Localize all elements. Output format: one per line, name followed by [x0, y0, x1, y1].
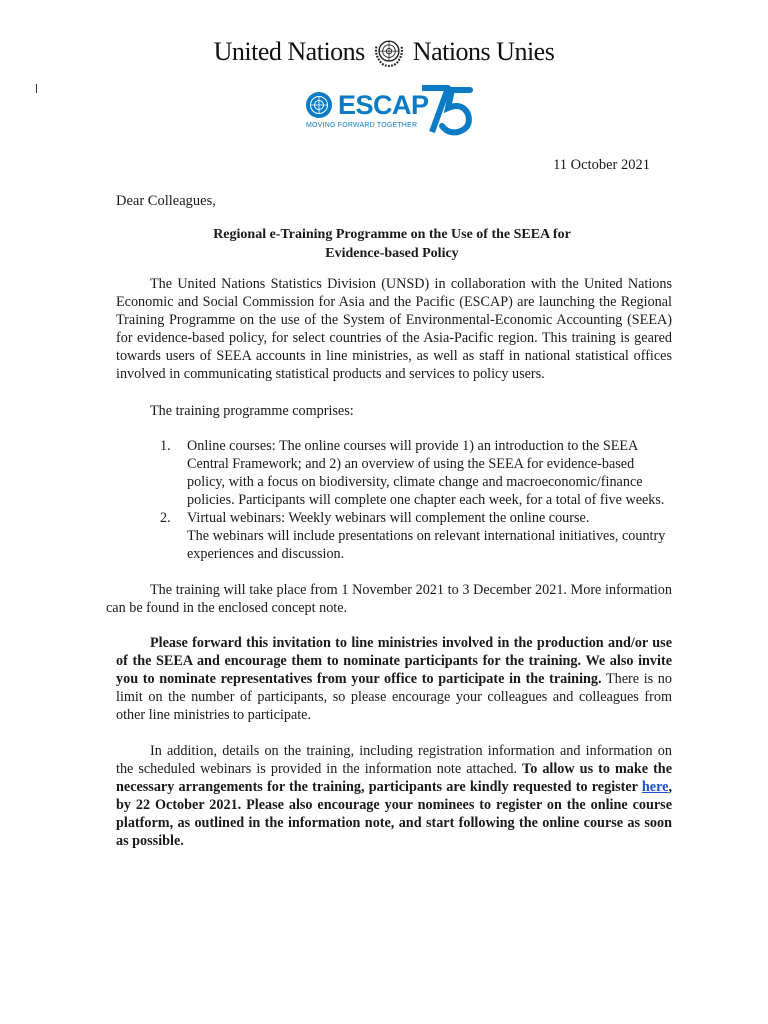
seventy-five-anniversary-mark [418, 84, 474, 136]
paragraph-registration-normal: In addition, details on the training, including registration information and information on the scheduled webinars is provided in the information note attached. [116, 743, 672, 777]
paragraph-registration-bold-a: To allow us to make the necessary arrangements for the training, participants are kindly requested to register [116, 761, 672, 795]
list-item-number: 1. [160, 438, 171, 454]
subject-line-1: Regional e-Training Programme on the Use of the SEEA for [213, 227, 571, 242]
letterhead-right: Nations Unies [412, 37, 555, 66]
paragraph-registration-bold-b: , by 22 October 2021. Please also encourage your nominees to register on the online course platform, as outlined in the information note, and start following the online course as soon as possible. [116, 779, 672, 849]
paragraph-comprises [116, 402, 672, 420]
programme-list [160, 437, 672, 563]
paragraph-intro [116, 275, 672, 383]
paragraph-registration [116, 742, 672, 850]
text-cursor-mark [36, 84, 37, 93]
letter-date: 11 October 2021 [553, 157, 650, 173]
salutation: Dear Colleagues, [116, 193, 216, 209]
list-item-number: 2. [160, 510, 171, 526]
list-item [160, 509, 672, 563]
escap-wordmark: ESCAP [338, 90, 429, 120]
paragraph-comprises-text: The training programme comprises: [150, 403, 354, 419]
list-item-text [187, 509, 672, 563]
letter-subject [116, 225, 668, 263]
letterhead [0, 34, 768, 70]
escap-emblem-icon [304, 90, 334, 120]
paragraph-forward-bold: Please forward this invitation to line ministries involved in the production and/or use of the SEEA and encourage them to nominate participants for the training. We also invite you to nominate representatives from your office to participate in the training. [116, 635, 672, 687]
escap-logo [304, 84, 472, 140]
paragraph-dates-text: The training will take place from 1 November 2021 to 3 December 2021. More information can be found in the enclosed concept note. [106, 582, 672, 616]
list-item-text: Online courses: The online courses will provide 1) an introduction to the SEEA Central Framework; and 2) an overview of using the SEEA for evidence-based policy, with a focus on biodiversity, climate change and macroeconomic/finance policies. Participants will complete one chapter each week, for a total of five weeks. [187, 438, 665, 508]
register-here-link[interactable]: here [641, 779, 669, 795]
paragraph-forward [116, 634, 672, 724]
letterhead-left: United Nations [213, 37, 365, 66]
paragraph-intro-text: The United Nations Statistics Division (UNSD) in collaboration with the United Nations Economic and Social Commission for Asia and the Pacific (ESCAP) are launching the Regional Training Programme on the use of the System of Environmental-Economic Accounting (SEEA) for evidence-based policy, for select countries of the Asia-Pacific region. This training is geared towards users of SEEA accounts in line ministries, as well as staff in national statistical offices involved in communicating statistical products and services to policy users. [116, 276, 672, 382]
escap-tagline: MOVING FORWARD TOGETHER [306, 122, 418, 129]
un-emblem-icon [371, 34, 407, 70]
list-item-text-continued: The webinars will include presentations on relevant international initiatives, country experiences and discussion. [187, 528, 666, 562]
paragraph-forward-normal: There is no limit on the number of participants, so please encourage your colleagues and colleagues from other line ministries to participate. [116, 671, 672, 723]
list-item-text-line: Virtual webinars: Weekly webinars will complement the online course. [187, 510, 590, 526]
paragraph-dates [106, 581, 672, 617]
list-item [160, 437, 672, 509]
subject-line-2: Evidence-based Policy [325, 246, 459, 261]
